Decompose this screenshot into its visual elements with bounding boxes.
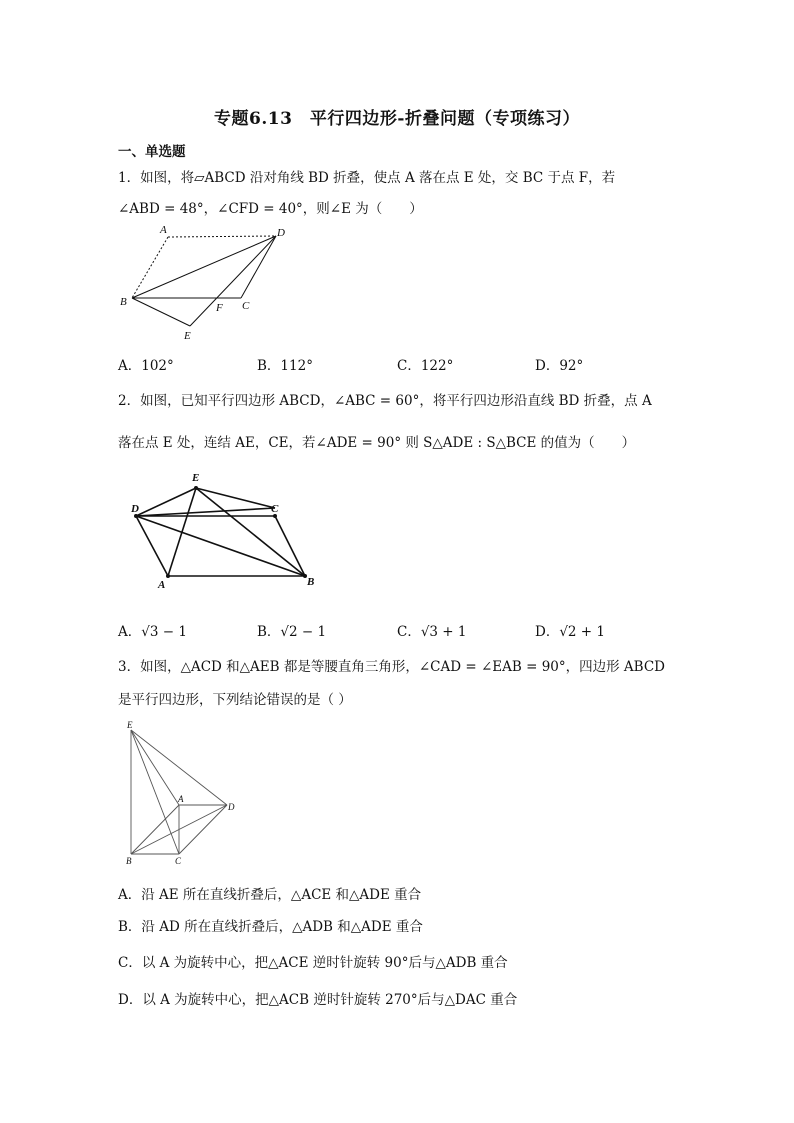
- q2-option-a[interactable]: A．√3 − 1: [118, 624, 187, 640]
- q2-label-c: C: [271, 503, 279, 515]
- q2-label-a: A: [158, 579, 166, 591]
- q3-label-b: B: [126, 856, 132, 866]
- q1-segment-ed: [190, 236, 276, 326]
- q2-segment-ae: [168, 488, 196, 576]
- q2-label-b: B: [307, 576, 315, 588]
- q3-segment-ab: [131, 805, 179, 854]
- q1-figure: [110, 220, 310, 350]
- q1-segment-be: [132, 298, 190, 326]
- q1-label-a: A: [160, 224, 167, 236]
- q1-text-line1: 1．如图，将▱ABCD 沿对角线 BD 折叠，使点 A 落在点 E 处，交 BC 于点 F，若: [118, 170, 616, 186]
- q1-segment-bd: [132, 236, 276, 298]
- q2-text-line1: 2．如图，已知平行四边形 ABCD，∠ABC = 60°，将平行四边形沿直线 BD 折叠，点 A: [118, 393, 652, 409]
- q2-figure: [125, 470, 325, 595]
- q1-segment-ab: [132, 237, 168, 298]
- q3-label-c: C: [175, 856, 182, 866]
- q1-label-e: E: [184, 330, 191, 342]
- q1-option-c[interactable]: C．122°: [397, 358, 454, 374]
- q3-text-line1: 3．如图，△ACD 和△AEB 都是等腰直角三角形，∠CAD = ∠EAB = 90°，四边形 ABCD: [118, 659, 665, 675]
- q3-text-line2: 是平行四边形，下列结论错误的是（ ）: [118, 692, 352, 708]
- q1-segment-ad: [168, 236, 276, 237]
- q3-option-a[interactable]: A．沿 AE 所在直线折叠后，△ACE 和△ADE 重合: [118, 887, 422, 903]
- q1-text-line2: ∠ABD = 48°，∠CFD = 40°，则∠E 为（ ）: [118, 201, 423, 217]
- q1-label-f: F: [216, 302, 223, 314]
- q3-option-b[interactable]: B．沿 AD 所在直线折叠后，△ADB 和△ADE 重合: [118, 919, 423, 935]
- q2-label-d: D: [131, 503, 139, 515]
- q2-segment-dc2: [136, 508, 275, 516]
- page-title: 专题6.13 平行四边形-折叠问题（专项练习）: [214, 109, 580, 129]
- q3-figure: [120, 718, 245, 868]
- q3-label-a: A: [178, 794, 184, 804]
- q3-label-d: D: [228, 802, 235, 812]
- q3-segment-cd: [179, 805, 227, 854]
- q1-option-d[interactable]: D．92°: [535, 358, 584, 374]
- q3-segment-ea: [131, 730, 179, 805]
- section-heading: 一、单选题: [118, 144, 186, 160]
- q2-option-c[interactable]: C．√3 + 1: [397, 624, 467, 640]
- q1-option-b[interactable]: B．112°: [257, 358, 313, 374]
- q2-text-line2: 落在点 E 处，连结 AE，CE，若∠ADE = 90° 则 S△ADE : S△BCE 的值为（ ）: [118, 435, 636, 451]
- q3-option-c[interactable]: C．以 A 为旋转中心，把△ACE 逆时针旋转 90°后与△ADB 重合: [118, 955, 508, 971]
- q2-label-e: E: [192, 472, 200, 484]
- q2-option-d[interactable]: D．√2 + 1: [535, 624, 605, 640]
- q1-label-b: B: [120, 296, 127, 308]
- q1-label-c: C: [242, 300, 250, 312]
- q1-label-d: D: [277, 227, 285, 239]
- q3-option-d[interactable]: D．以 A 为旋转中心，把△ACB 逆时针旋转 270°后与△DAC 重合: [118, 992, 518, 1008]
- q3-label-e: E: [127, 720, 133, 730]
- q1-option-a[interactable]: A．102°: [118, 358, 174, 374]
- q2-segment-de: [136, 488, 196, 516]
- q2-option-b[interactable]: B．√2 − 1: [257, 624, 327, 640]
